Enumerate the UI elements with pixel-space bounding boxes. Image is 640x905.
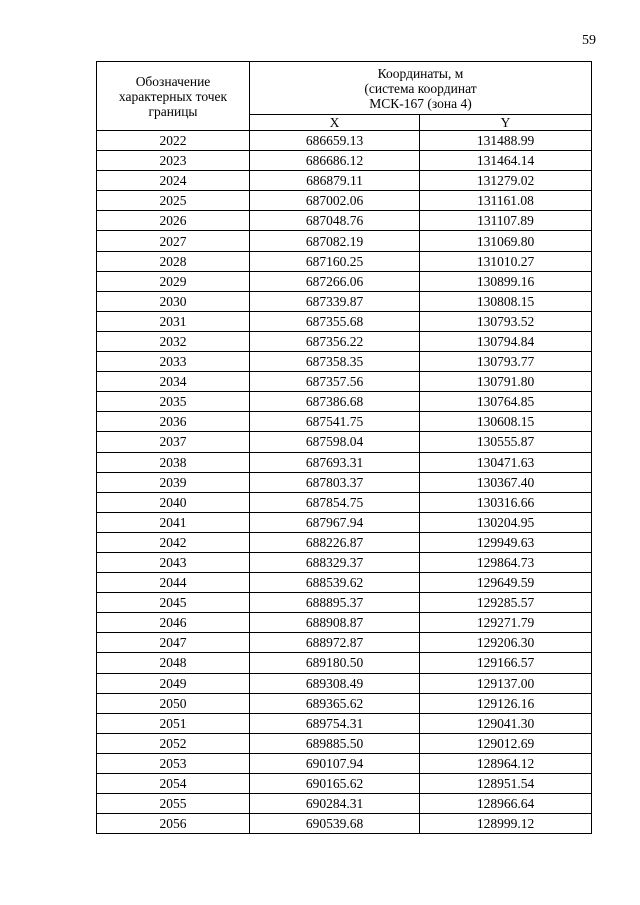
- y-coordinate-cell: 128964.12: [420, 753, 592, 773]
- y-coordinate-cell: 130808.15: [420, 291, 592, 311]
- table-row: [97, 211, 592, 231]
- x-coordinate-cell: 688329.37: [250, 552, 420, 572]
- point-designation-header: [97, 62, 250, 131]
- table-row: [97, 191, 592, 211]
- point-cell: 2051: [97, 713, 250, 733]
- coords-header-line: (система координат: [364, 80, 477, 96]
- x-coordinate-cell: 687002.06: [250, 191, 420, 211]
- point-cell: 2039: [97, 472, 250, 492]
- x-coordinate-cell: 690107.94: [250, 753, 420, 773]
- point-cell: 2030: [97, 291, 250, 311]
- point-cell: 2025: [97, 191, 250, 211]
- x-coordinate-cell: 686879.11: [250, 171, 420, 191]
- table-row: [97, 392, 592, 412]
- table-row: [97, 633, 592, 653]
- x-coordinate-cell: 687339.87: [250, 291, 420, 311]
- point-cell: 2029: [97, 271, 250, 291]
- table-row: [97, 331, 592, 351]
- coordinates-table: [96, 61, 592, 834]
- table-row: [97, 311, 592, 331]
- x-coordinate-cell: 687541.75: [250, 412, 420, 432]
- point-cell: 2037: [97, 432, 250, 452]
- y-coordinate-cell: 128951.54: [420, 774, 592, 794]
- x-coordinate-cell: 687803.37: [250, 472, 420, 492]
- point-cell: 2050: [97, 693, 250, 713]
- table-row: [97, 653, 592, 673]
- y-coordinate-cell: 130367.40: [420, 472, 592, 492]
- table-row: [97, 573, 592, 593]
- table-row: [97, 131, 592, 151]
- point-cell: 2044: [97, 573, 250, 593]
- y-coordinate-cell: 131161.08: [420, 191, 592, 211]
- y-coordinate-cell: 129166.57: [420, 653, 592, 673]
- y-coordinate-cell: 131069.80: [420, 231, 592, 251]
- y-coordinate-cell: 128966.64: [420, 794, 592, 814]
- y-coordinate-cell: 130471.63: [420, 452, 592, 472]
- point-cell: 2053: [97, 753, 250, 773]
- table-row: [97, 352, 592, 372]
- y-coordinate-cell: 129271.79: [420, 613, 592, 633]
- point-cell: 2026: [97, 211, 250, 231]
- x-coordinate-cell: 687693.31: [250, 452, 420, 472]
- point-cell: 2040: [97, 492, 250, 512]
- x-coordinate-cell: 687854.75: [250, 492, 420, 512]
- point-cell: 2035: [97, 392, 250, 412]
- y-coordinate-cell: 131464.14: [420, 151, 592, 171]
- x-coordinate-cell: 687967.94: [250, 512, 420, 532]
- y-coordinate-cell: 130794.84: [420, 331, 592, 351]
- point-cell: 2056: [97, 814, 250, 834]
- x-coordinate-cell: 687358.35: [250, 352, 420, 372]
- x-coordinate-cell: 689308.49: [250, 673, 420, 693]
- table-row: [97, 171, 592, 191]
- coords-header-line: Координаты, м: [377, 65, 464, 81]
- point-header-line: Обозначение: [135, 73, 211, 89]
- y-coordinate-cell: 129285.57: [420, 593, 592, 613]
- x-coordinate-cell: 690539.68: [250, 814, 420, 834]
- y-coordinate-cell: 130764.85: [420, 392, 592, 412]
- point-cell: 2034: [97, 372, 250, 392]
- table-row: [97, 673, 592, 693]
- x-column-header: X: [250, 115, 420, 131]
- y-coordinate-cell: 131010.27: [420, 251, 592, 271]
- point-cell: 2043: [97, 552, 250, 572]
- y-coordinate-cell: 129012.69: [420, 733, 592, 753]
- table-row: [97, 713, 592, 733]
- x-coordinate-cell: 688895.37: [250, 593, 420, 613]
- table-row: [97, 753, 592, 773]
- table-row: [97, 432, 592, 452]
- x-coordinate-cell: 688908.87: [250, 613, 420, 633]
- table-row: [97, 774, 592, 794]
- y-coordinate-cell: 130204.95: [420, 512, 592, 532]
- x-coordinate-cell: 687048.76: [250, 211, 420, 231]
- point-cell: 2054: [97, 774, 250, 794]
- x-coordinate-cell: 688972.87: [250, 633, 420, 653]
- point-header-line: границы: [148, 103, 198, 119]
- table-row: [97, 452, 592, 472]
- point-cell: 2041: [97, 512, 250, 532]
- x-coordinate-cell: 687160.25: [250, 251, 420, 271]
- table-row: [97, 251, 592, 271]
- x-coordinate-cell: 687082.19: [250, 231, 420, 251]
- x-coordinate-cell: 687598.04: [250, 432, 420, 452]
- y-coordinate-cell: 130555.87: [420, 432, 592, 452]
- point-cell: 2048: [97, 653, 250, 673]
- x-coordinate-cell: 686686.12: [250, 151, 420, 171]
- y-coordinate-cell: 129206.30: [420, 633, 592, 653]
- point-cell: 2052: [97, 733, 250, 753]
- table-row: [97, 271, 592, 291]
- table-row: [97, 814, 592, 834]
- table-row: [97, 733, 592, 753]
- table-row: [97, 693, 592, 713]
- x-coordinate-cell: 687266.06: [250, 271, 420, 291]
- y-coordinate-cell: 131279.02: [420, 171, 592, 191]
- y-coordinate-cell: 129126.16: [420, 693, 592, 713]
- table-row: [97, 794, 592, 814]
- point-cell: 2038: [97, 452, 250, 472]
- y-coordinate-cell: 130791.80: [420, 372, 592, 392]
- y-coordinate-cell: 128999.12: [420, 814, 592, 834]
- x-coordinate-cell: 689885.50: [250, 733, 420, 753]
- table-row: [97, 613, 592, 633]
- x-coordinate-cell: 686659.13: [250, 131, 420, 151]
- point-cell: 2031: [97, 311, 250, 331]
- table-row: [97, 151, 592, 171]
- x-coordinate-cell: 687357.56: [250, 372, 420, 392]
- x-coordinate-cell: 687386.68: [250, 392, 420, 412]
- table-row: [97, 291, 592, 311]
- point-header-line: характерных точек: [118, 88, 228, 104]
- x-coordinate-cell: 687356.22: [250, 331, 420, 351]
- y-coordinate-cell: 129949.63: [420, 532, 592, 552]
- table-row: [97, 412, 592, 432]
- point-cell: 2042: [97, 532, 250, 552]
- y-coordinate-cell: 131107.89: [420, 211, 592, 231]
- x-coordinate-cell: 690165.62: [250, 774, 420, 794]
- point-cell: 2032: [97, 331, 250, 351]
- table-row: [97, 512, 592, 532]
- x-coordinate-cell: 689365.62: [250, 693, 420, 713]
- table-row: [97, 532, 592, 552]
- point-cell: 2023: [97, 151, 250, 171]
- y-coordinate-cell: 129649.59: [420, 573, 592, 593]
- y-coordinate-cell: 130899.16: [420, 271, 592, 291]
- x-coordinate-cell: 689180.50: [250, 653, 420, 673]
- y-column-header: Y: [420, 115, 592, 131]
- y-coordinate-cell: 131488.99: [420, 131, 592, 151]
- point-cell: 2033: [97, 352, 250, 372]
- table-row: [97, 472, 592, 492]
- point-cell: 2047: [97, 633, 250, 653]
- y-coordinate-cell: 130316.66: [420, 492, 592, 512]
- point-cell: 2055: [97, 794, 250, 814]
- x-coordinate-cell: 690284.31: [250, 794, 420, 814]
- y-coordinate-cell: 130793.52: [420, 311, 592, 331]
- y-coordinate-cell: 129137.00: [420, 673, 592, 693]
- y-coordinate-cell: 129041.30: [420, 713, 592, 733]
- table-body: [97, 131, 592, 834]
- table-row: [97, 492, 592, 512]
- coordinates-header: [250, 62, 592, 115]
- y-coordinate-cell: 130793.77: [420, 352, 592, 372]
- point-cell: 2024: [97, 171, 250, 191]
- point-cell: 2036: [97, 412, 250, 432]
- point-cell: 2049: [97, 673, 250, 693]
- page-number: 59: [582, 33, 596, 48]
- x-coordinate-cell: 688539.62: [250, 573, 420, 593]
- coords-header-line: МСК-167 (зона 4): [369, 95, 472, 111]
- point-cell: 2022: [97, 131, 250, 151]
- table-row: [97, 372, 592, 392]
- point-cell: 2046: [97, 613, 250, 633]
- table-row: [97, 593, 592, 613]
- y-coordinate-cell: 130608.15: [420, 412, 592, 432]
- point-cell: 2027: [97, 231, 250, 251]
- point-cell: 2045: [97, 593, 250, 613]
- x-coordinate-cell: 688226.87: [250, 532, 420, 552]
- x-coordinate-cell: 687355.68: [250, 311, 420, 331]
- table-row: [97, 231, 592, 251]
- y-coordinate-cell: 129864.73: [420, 552, 592, 572]
- point-cell: 2028: [97, 251, 250, 271]
- table-row: [97, 552, 592, 572]
- x-coordinate-cell: 689754.31: [250, 713, 420, 733]
